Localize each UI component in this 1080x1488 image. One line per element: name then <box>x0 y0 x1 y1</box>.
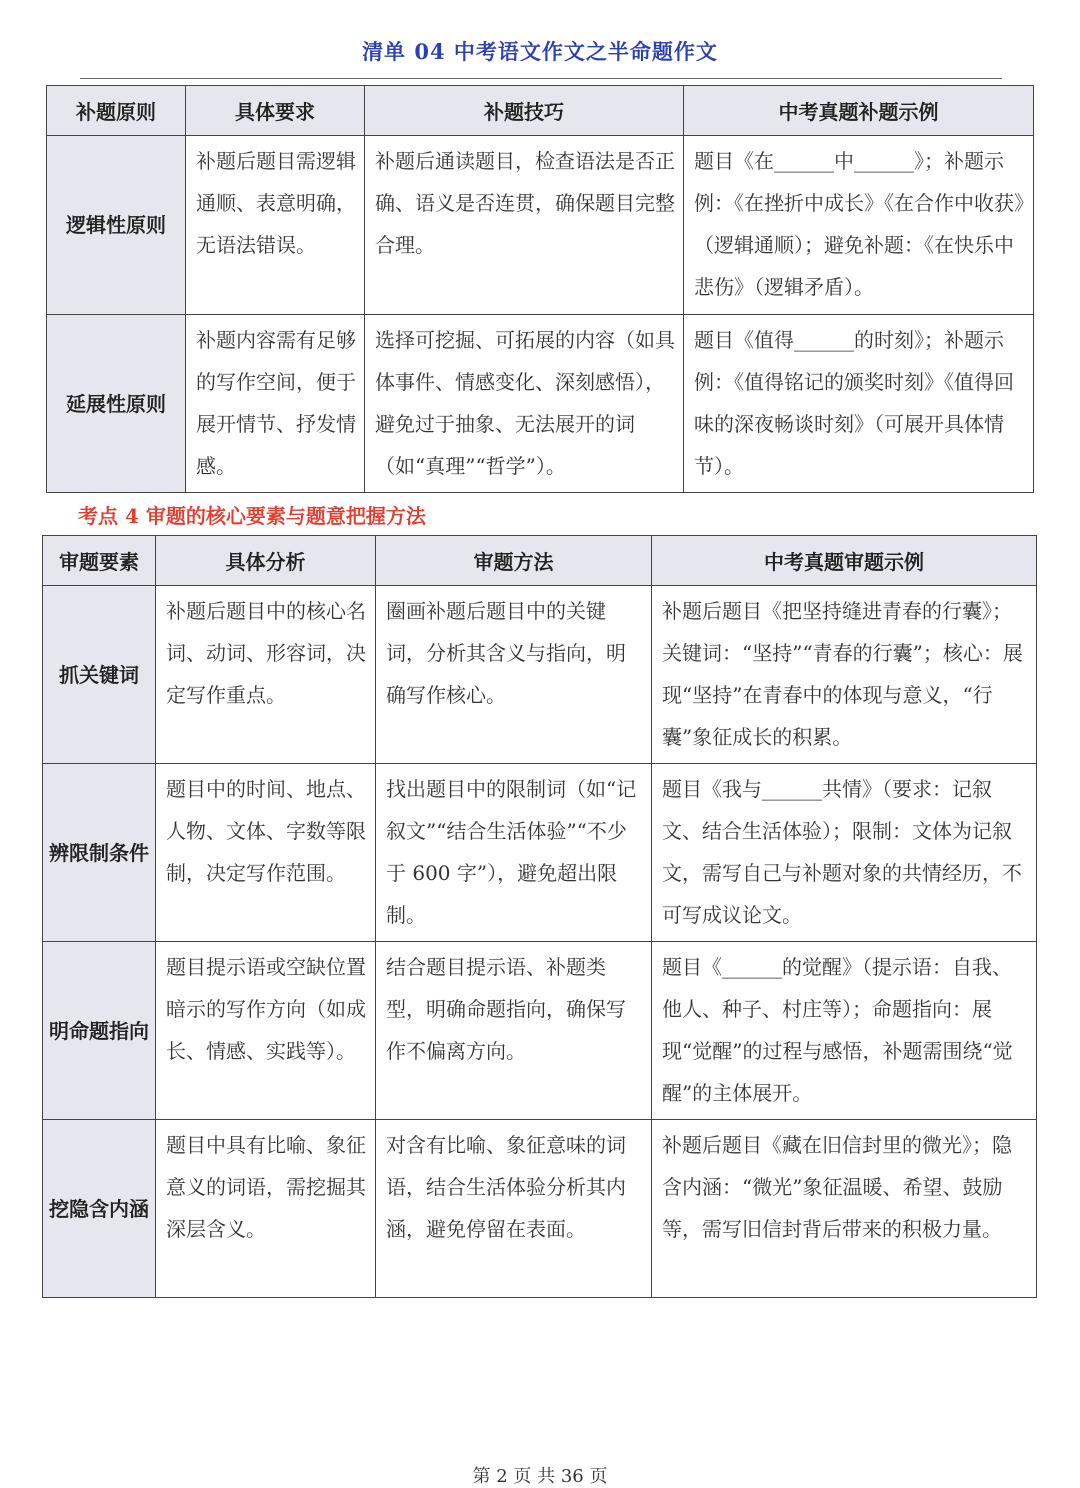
method-cell: 对含有比喻、象征意味的词语，结合生活体验分析其内涵，避免停留在表面。 <box>376 1120 652 1298</box>
title-divider <box>80 78 1002 79</box>
row-label: 辨限制条件 <box>43 764 156 942</box>
page-title: 清单 04 中考语文作文之半命题作文 <box>362 39 718 64</box>
method-cell: 结合题目提示语、补题类型，明确命题指向，确保写作不偏离方向。 <box>376 942 652 1120</box>
header-cell: 具体要求 <box>186 86 365 136</box>
example-cell: 题目《值得______的时刻》；补题示例：《值得铭记的颁奖时刻》《值得回味的深夜畅谈时刻》（可展开具体情节）。 <box>684 315 1034 493</box>
analysis-cell: 补题后题目中的核心名词、动词、形容词，决定写作重点。 <box>156 586 376 764</box>
method-cell: 找出题目中的限制词（如“记叙文”“结合生活体验”“不少于 600 字”），避免超出限制。 <box>376 764 652 942</box>
row-label: 明命题指向 <box>43 942 156 1120</box>
method-cell: 圈画补题后题目中的关键词，分析其含义与指向，明确写作核心。 <box>376 586 652 764</box>
example-cell: 补题后题目《把坚持缝进青春的行囊》；关键词：“坚持”“青春的行囊”；核心：展现“坚持”在青春中的体现与意义，“行囊”象征成长的积累。 <box>652 586 1037 764</box>
requirement-cell: 补题内容需有足够的写作空间，便于展开情节、抒发情感。 <box>186 315 365 493</box>
table-row <box>43 1120 1037 1298</box>
row-label: 抓关键词 <box>43 586 156 764</box>
page-number: 第 2 页 共 36 页 <box>472 1466 608 1487</box>
row-label: 挖隐含内涵 <box>43 1120 156 1298</box>
analysis-cell: 题目中具有比喻、象征意义的词语，需挖掘其深层含义。 <box>156 1120 376 1298</box>
table-row <box>43 586 1037 764</box>
table-row <box>47 315 1034 493</box>
row-label: 延展性原则 <box>47 315 186 493</box>
table-header-row <box>43 536 1037 586</box>
analysis-cell: 题目中的时间、地点、人物、文体、字数等限制，决定写作范围。 <box>156 764 376 942</box>
technique-cell: 补题后通读题目，检查语法是否正确、语义是否连贯，确保题目完整合理。 <box>365 136 684 315</box>
table-row <box>47 136 1034 315</box>
topic-review-table <box>42 535 1037 1298</box>
example-cell: 题目《我与______共情》（要求：记叙文、结合生活体验）；限制：文体为记叙文，需写自己与补题对象的共情经历，不可写成议论文。 <box>652 764 1037 942</box>
topic-completion-table <box>46 85 1034 493</box>
header-cell: 中考真题审题示例 <box>652 536 1037 586</box>
header-cell: 中考真题补题示例 <box>684 86 1034 136</box>
header-cell: 审题方法 <box>376 536 652 586</box>
header-cell: 具体分析 <box>156 536 376 586</box>
header-cell: 补题原则 <box>47 86 186 136</box>
example-cell: 题目《在______中______》；补题示例：《在挫折中成长》《在合作中收获》（逻辑通顺）；避免补题：《在快乐中悲伤》（逻辑矛盾）。 <box>684 136 1034 315</box>
header-cell: 审题要素 <box>43 536 156 586</box>
analysis-cell: 题目提示语或空缺位置暗示的写作方向（如成长、情感、实践等）。 <box>156 942 376 1120</box>
example-cell: 补题后题目《藏在旧信封里的微光》；隐含内涵：“微光”象征温暖、希望、鼓励等，需写旧信封背后带来的积极力量。 <box>652 1120 1037 1298</box>
technique-cell: 选择可挖掘、可拓展的内容（如具体事件、情感变化、深刻感悟），避免过于抽象、无法展开的词（如“真理”“哲学”）。 <box>365 315 684 493</box>
header-cell: 补题技巧 <box>365 86 684 136</box>
table-row <box>43 942 1037 1120</box>
table-row <box>43 764 1037 942</box>
section-heading: 考点 4 审题的核心要素与题意把握方法 <box>78 504 426 528</box>
example-cell: 题目《______的觉醒》（提示语：自我、他人、种子、村庄等）；命题指向：展现“觉醒”的过程与感悟，补题需围绕“觉醒”的主体展开。 <box>652 942 1037 1120</box>
row-label: 逻辑性原则 <box>47 136 186 315</box>
requirement-cell: 补题后题目需逻辑通顺、表意明确，无语法错误。 <box>186 136 365 315</box>
table-header-row <box>47 86 1034 136</box>
